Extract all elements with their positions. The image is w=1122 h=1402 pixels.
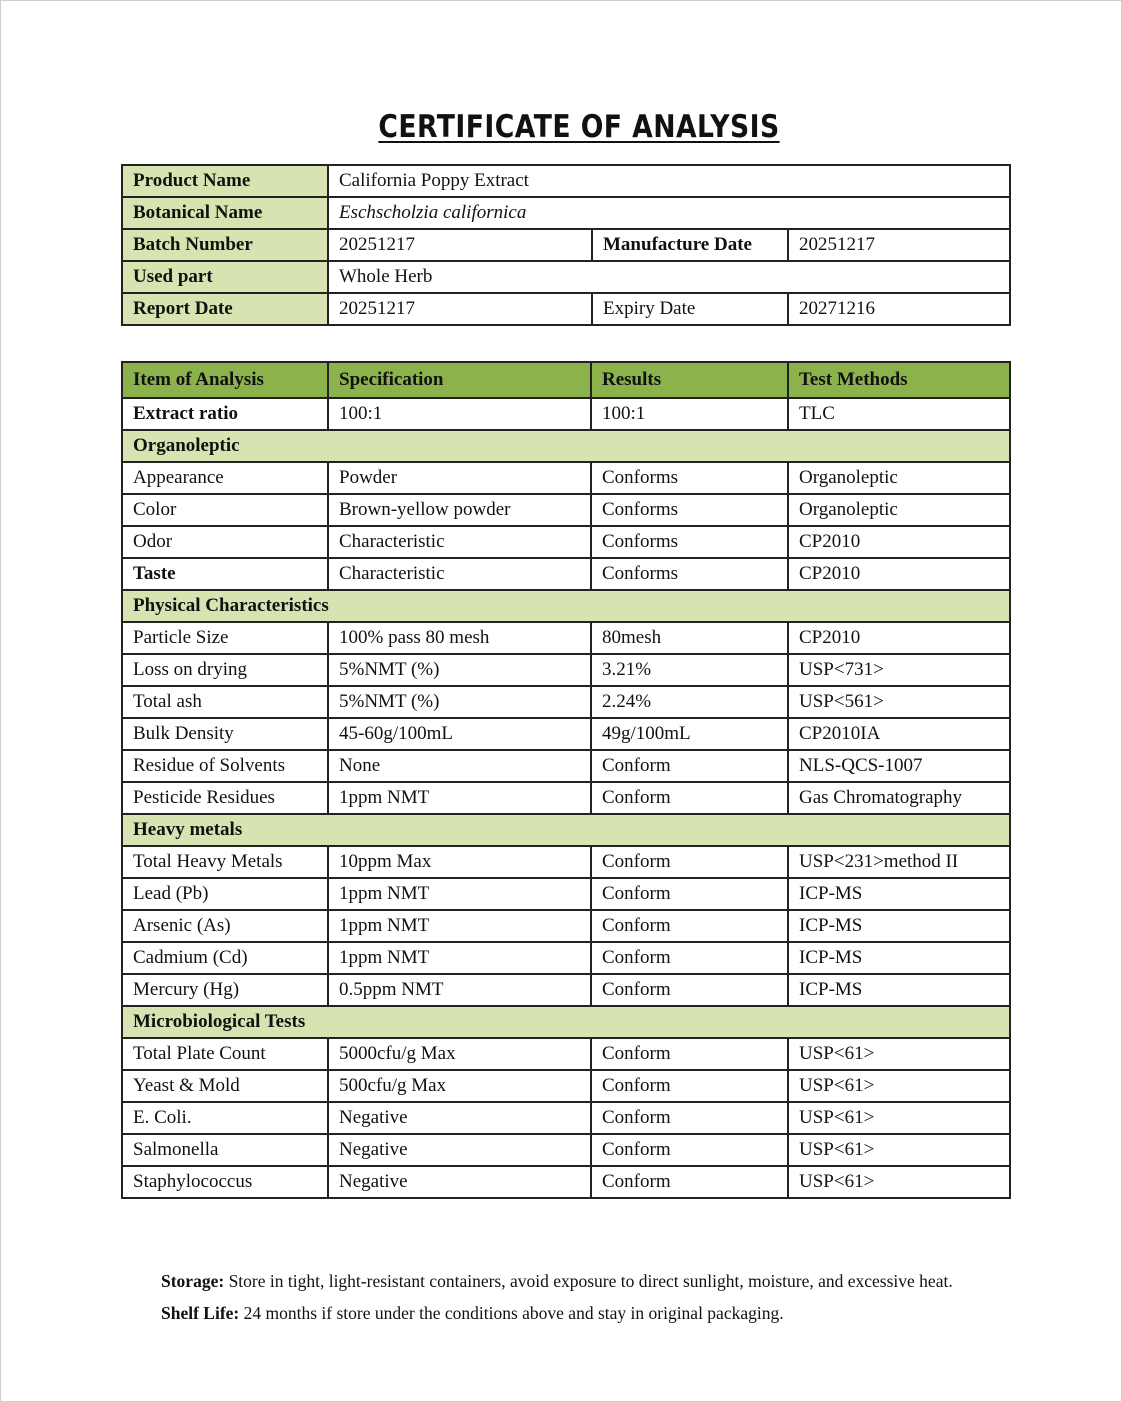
- table-row: [122, 462, 1010, 494]
- table-row: [122, 1134, 1010, 1166]
- section-row: [122, 430, 1010, 462]
- item-cell: Loss on drying: [122, 654, 328, 686]
- method-cell: NLS-QCS-1007: [788, 750, 1010, 782]
- item-cell: Lead (Pb): [122, 878, 328, 910]
- item-cell: Arsenic (As): [122, 910, 328, 942]
- info-row-batch: [122, 229, 1010, 261]
- storage-note: [161, 1265, 953, 1297]
- manufacture-date-label: Manufacture Date: [592, 229, 788, 261]
- batch-number-label: Batch Number: [122, 229, 328, 261]
- method-cell: CP2010: [788, 558, 1010, 590]
- item-cell: Yeast & Mold: [122, 1070, 328, 1102]
- header-test-methods: Test Methods: [788, 362, 1010, 398]
- shelf-life-note: [161, 1297, 953, 1329]
- specification-cell: 45-60g/100mL: [328, 718, 591, 750]
- method-cell: Gas Chromatography: [788, 782, 1010, 814]
- product-info-table: [121, 164, 1011, 326]
- method-cell: ICP-MS: [788, 974, 1010, 1006]
- table-row: [122, 686, 1010, 718]
- table-row: [122, 782, 1010, 814]
- header-results: Results: [591, 362, 788, 398]
- expiry-date-value: 20271216: [788, 293, 1010, 325]
- table-row: [122, 942, 1010, 974]
- specification-cell: Characteristic: [328, 526, 591, 558]
- botanical-name-label: Botanical Name: [122, 197, 328, 229]
- batch-number-value: 20251217: [328, 229, 592, 261]
- table-row: [122, 622, 1010, 654]
- used-part-label: Used part: [122, 261, 328, 293]
- result-cell: Conforms: [591, 526, 788, 558]
- table-row: [122, 1070, 1010, 1102]
- section-label: Heavy metals: [122, 814, 1010, 846]
- method-cell: USP<61>: [788, 1166, 1010, 1198]
- item-cell: Particle Size: [122, 622, 328, 654]
- result-cell: Conform: [591, 974, 788, 1006]
- specification-cell: 10ppm Max: [328, 846, 591, 878]
- result-cell: Conform: [591, 782, 788, 814]
- section-label: Microbiological Tests: [122, 1006, 1010, 1038]
- specification-cell: 5%NMT (%): [328, 654, 591, 686]
- table-row: [122, 526, 1010, 558]
- method-cell: ICP-MS: [788, 910, 1010, 942]
- used-part-value: Whole Herb: [328, 261, 1010, 293]
- item-cell: Total Heavy Metals: [122, 846, 328, 878]
- result-cell: 49g/100mL: [591, 718, 788, 750]
- specification-cell: Negative: [328, 1134, 591, 1166]
- result-cell: 80mesh: [591, 622, 788, 654]
- specification-cell: 5%NMT (%): [328, 686, 591, 718]
- product-name-label: Product Name: [122, 165, 328, 197]
- header-item: Item of Analysis: [122, 362, 328, 398]
- info-row-product-name: [122, 165, 1010, 197]
- item-cell: Residue of Solvents: [122, 750, 328, 782]
- specification-cell: 500cfu/g Max: [328, 1070, 591, 1102]
- table-row: [122, 494, 1010, 526]
- method-cell: CP2010: [788, 622, 1010, 654]
- table-row: [122, 1166, 1010, 1198]
- method-cell: ICP-MS: [788, 878, 1010, 910]
- item-cell: Odor: [122, 526, 328, 558]
- item-cell: Taste: [122, 558, 328, 590]
- table-row: [122, 1038, 1010, 1070]
- specification-cell: Characteristic: [328, 558, 591, 590]
- method-cell: USP<61>: [788, 1134, 1010, 1166]
- info-row-botanical-name: [122, 197, 1010, 229]
- result-cell: 100:1: [591, 398, 788, 430]
- result-cell: Conform: [591, 1070, 788, 1102]
- method-cell: CP2010: [788, 526, 1010, 558]
- item-cell: Salmonella: [122, 1134, 328, 1166]
- table-row: [122, 974, 1010, 1006]
- section-row: [122, 1006, 1010, 1038]
- shelf-life-label: Shelf Life:: [161, 1303, 240, 1323]
- section-row: [122, 590, 1010, 622]
- specification-cell: Brown-yellow powder: [328, 494, 591, 526]
- specification-cell: 1ppm NMT: [328, 782, 591, 814]
- table-row: [122, 846, 1010, 878]
- item-cell: E. Coli.: [122, 1102, 328, 1134]
- result-cell: Conforms: [591, 558, 788, 590]
- table-row: [122, 654, 1010, 686]
- specification-cell: 100% pass 80 mesh: [328, 622, 591, 654]
- method-cell: USP<731>: [788, 654, 1010, 686]
- table-row: [122, 398, 1010, 430]
- item-cell: Bulk Density: [122, 718, 328, 750]
- result-cell: Conform: [591, 1038, 788, 1070]
- result-cell: Conform: [591, 942, 788, 974]
- item-cell: Total ash: [122, 686, 328, 718]
- result-cell: Conform: [591, 1134, 788, 1166]
- item-cell: Pesticide Residues: [122, 782, 328, 814]
- specification-cell: 5000cfu/g Max: [328, 1038, 591, 1070]
- result-cell: Conform: [591, 1166, 788, 1198]
- method-cell: CP2010IA: [788, 718, 1010, 750]
- analysis-table: [121, 361, 1011, 1199]
- result-cell: Conform: [591, 750, 788, 782]
- product-name-value: California Poppy Extract: [328, 165, 1010, 197]
- method-cell: ICP-MS: [788, 942, 1010, 974]
- item-cell: Mercury (Hg): [122, 974, 328, 1006]
- method-cell: USP<231>method II: [788, 846, 1010, 878]
- specification-cell: 1ppm NMT: [328, 942, 591, 974]
- specification-cell: 1ppm NMT: [328, 910, 591, 942]
- section-row: [122, 814, 1010, 846]
- method-cell: Organoleptic: [788, 462, 1010, 494]
- table-row: [122, 878, 1010, 910]
- table-row: [122, 910, 1010, 942]
- method-cell: USP<61>: [788, 1038, 1010, 1070]
- info-row-report-date: [122, 293, 1010, 325]
- method-cell: Organoleptic: [788, 494, 1010, 526]
- info-row-used-part: [122, 261, 1010, 293]
- method-cell: TLC: [788, 398, 1010, 430]
- item-cell: Staphylococcus: [122, 1166, 328, 1198]
- result-cell: 3.21%: [591, 654, 788, 686]
- specification-cell: Negative: [328, 1166, 591, 1198]
- section-label: Organoleptic: [122, 430, 1010, 462]
- item-cell: Cadmium (Cd): [122, 942, 328, 974]
- header-specification: Specification: [328, 362, 591, 398]
- item-cell: Extract ratio: [122, 398, 328, 430]
- result-cell: Conforms: [591, 494, 788, 526]
- result-cell: Conform: [591, 910, 788, 942]
- specification-cell: Negative: [328, 1102, 591, 1134]
- item-cell: Color: [122, 494, 328, 526]
- result-cell: Conform: [591, 846, 788, 878]
- section-label: Physical Characteristics: [122, 590, 1010, 622]
- table-row: [122, 750, 1010, 782]
- manufacture-date-value: 20251217: [788, 229, 1010, 261]
- document-title: CERTIFICATE OF ANALYSIS: [378, 109, 780, 145]
- shelf-life-text: 24 months if store under the conditions above and stay in original packaging.: [239, 1303, 784, 1323]
- result-cell: 2.24%: [591, 686, 788, 718]
- storage-text: Store in tight, light-resistant containers, avoid exposure to direct sunlight, moisture, and excessive heat.: [224, 1271, 953, 1291]
- method-cell: USP<61>: [788, 1102, 1010, 1134]
- report-date-value: 20251217: [328, 293, 592, 325]
- table-row: [122, 718, 1010, 750]
- table-row: [122, 558, 1010, 590]
- result-cell: Conform: [591, 1102, 788, 1134]
- notes: [161, 1265, 953, 1329]
- table-row: [122, 1102, 1010, 1134]
- specification-cell: 0.5ppm NMT: [328, 974, 591, 1006]
- report-date-label: Report Date: [122, 293, 328, 325]
- item-cell: Total Plate Count: [122, 1038, 328, 1070]
- result-cell: Conform: [591, 878, 788, 910]
- item-cell: Appearance: [122, 462, 328, 494]
- method-cell: USP<561>: [788, 686, 1010, 718]
- analysis-header-row: [122, 362, 1010, 398]
- storage-label: Storage:: [161, 1271, 225, 1291]
- analysis-table-body: [122, 362, 1010, 1198]
- botanical-name-value: Eschscholzia californica: [328, 197, 1010, 229]
- specification-cell: 1ppm NMT: [328, 878, 591, 910]
- specification-cell: Powder: [328, 462, 591, 494]
- expiry-date-label: Expiry Date: [592, 293, 788, 325]
- result-cell: Conforms: [591, 462, 788, 494]
- method-cell: USP<61>: [788, 1070, 1010, 1102]
- specification-cell: None: [328, 750, 591, 782]
- specification-cell: 100:1: [328, 398, 591, 430]
